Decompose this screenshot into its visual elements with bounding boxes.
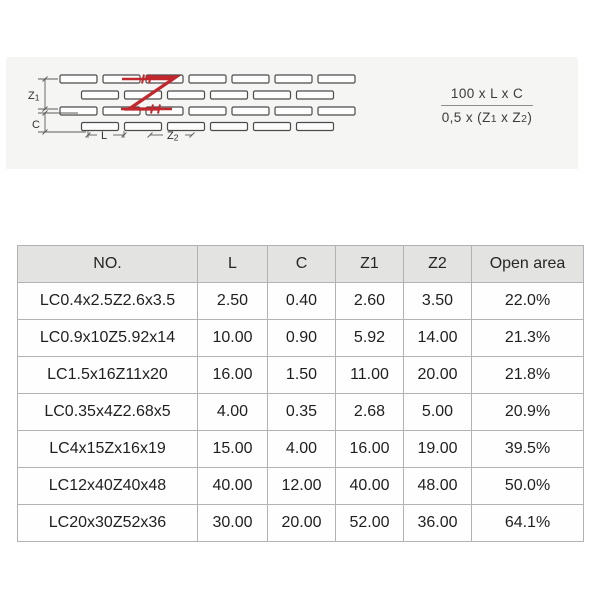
- model-no-cell: LC20x30Z52x36: [18, 505, 198, 542]
- spec-table-body: [18, 283, 584, 542]
- formula-denominator-text: ): [527, 110, 533, 125]
- slot-hole: [189, 75, 226, 83]
- value-cell: 1.50: [268, 357, 336, 394]
- value-cell: 16.00: [198, 357, 268, 394]
- value-cell: 21.8%: [472, 357, 584, 394]
- value-cell: 2.68: [336, 394, 404, 431]
- col-header-c: C: [268, 246, 336, 283]
- value-cell: 5.00: [404, 394, 472, 431]
- table-row: [18, 394, 584, 431]
- formula-z2-subscript: 2: [521, 113, 528, 125]
- value-cell: 21.3%: [472, 320, 584, 357]
- c-dim-label: C: [32, 119, 40, 131]
- slot-hole: [189, 107, 226, 115]
- slot-hole: [254, 91, 291, 99]
- value-cell: 0.40: [268, 283, 336, 320]
- value-cell: 0.35: [268, 394, 336, 431]
- slot-hole: [275, 107, 312, 115]
- formula-denominator-text: 0,5 x (Z: [441, 110, 491, 125]
- value-cell: 3.50: [404, 283, 472, 320]
- value-cell: 20.00: [404, 357, 472, 394]
- slot-hole: [318, 107, 355, 115]
- formula-z1-subscript: 1: [490, 113, 497, 125]
- table-row: [18, 283, 584, 320]
- slot-hole: [168, 91, 205, 99]
- value-cell: 16.00: [336, 431, 404, 468]
- value-cell: 48.00: [404, 468, 472, 505]
- value-cell: 14.00: [404, 320, 472, 357]
- value-cell: 36.00: [404, 505, 472, 542]
- slot-hole: [82, 123, 119, 131]
- value-cell: 40.00: [336, 468, 404, 505]
- model-no-cell: LC0.4x2.5Z2.6x3.5: [18, 283, 198, 320]
- model-no-cell: LC1.5x16Z11x20: [18, 357, 198, 394]
- model-no-cell: LC4x15Zx16x19: [18, 431, 198, 468]
- slot-hole: [82, 91, 119, 99]
- value-cell: 52.00: [336, 505, 404, 542]
- model-no-cell: LC0.35x4Z2.68x5: [18, 394, 198, 431]
- col-header-open-area: Open area: [472, 246, 584, 283]
- model-no-cell: LC12x40Z40x48: [18, 468, 198, 505]
- l-dim-label: L: [101, 130, 108, 142]
- col-header-z1: Z1: [336, 246, 404, 283]
- slot-hole: [60, 75, 97, 83]
- slot-hole: [254, 123, 291, 131]
- slot-hole: [297, 123, 334, 131]
- slot-hole: [211, 91, 248, 99]
- slot-hole: [297, 91, 334, 99]
- value-cell: 5.92: [336, 320, 404, 357]
- value-cell: 15.00: [198, 431, 268, 468]
- value-cell: 64.1%: [472, 505, 584, 542]
- model-no-cell: LC0.9x10Z5.92x14: [18, 320, 198, 357]
- value-cell: 4.00: [268, 431, 336, 468]
- slot-hole: [318, 75, 355, 83]
- slot-hole: [60, 107, 97, 115]
- slot-hole: [125, 123, 162, 131]
- slot-hole: [275, 75, 312, 83]
- value-cell: 22.0%: [472, 283, 584, 320]
- table-row: [18, 505, 584, 542]
- value-cell: 10.00: [198, 320, 268, 357]
- formula-denominator: [421, 106, 553, 125]
- col-header-l: L: [198, 246, 268, 283]
- value-cell: 50.0%: [472, 468, 584, 505]
- spec-table: [17, 245, 584, 542]
- slot-hole: [232, 75, 269, 83]
- table-row: [18, 357, 584, 394]
- value-cell: 19.00: [404, 431, 472, 468]
- slot-hole: [232, 107, 269, 115]
- formula-numerator: 100 x L x C: [441, 86, 533, 106]
- table-row: [18, 431, 584, 468]
- slot-pattern: [60, 75, 355, 131]
- header-row: [18, 246, 584, 283]
- value-cell: 4.00: [198, 394, 268, 431]
- value-cell: 12.00: [268, 468, 336, 505]
- slot-hole: [211, 123, 248, 131]
- value-cell: 2.60: [336, 283, 404, 320]
- z1-dim-label: Z1: [28, 90, 40, 103]
- col-header-z2: Z2: [404, 246, 472, 283]
- value-cell: 30.00: [198, 505, 268, 542]
- value-cell: 39.5%: [472, 431, 584, 468]
- value-cell: 0.90: [268, 320, 336, 357]
- table-row: [18, 468, 584, 505]
- formula-denominator-text: x Z: [496, 110, 522, 125]
- value-cell: 20.9%: [472, 394, 584, 431]
- value-cell: 11.00: [336, 357, 404, 394]
- open-area-formula: [421, 86, 553, 125]
- spec-table-wrap: [17, 245, 584, 542]
- value-cell: 40.00: [198, 468, 268, 505]
- table-row: [18, 320, 584, 357]
- value-cell: 2.50: [198, 283, 268, 320]
- value-cell: 20.00: [268, 505, 336, 542]
- col-header-no: NO.: [18, 246, 198, 283]
- z2-dim-label: Z2: [167, 130, 179, 143]
